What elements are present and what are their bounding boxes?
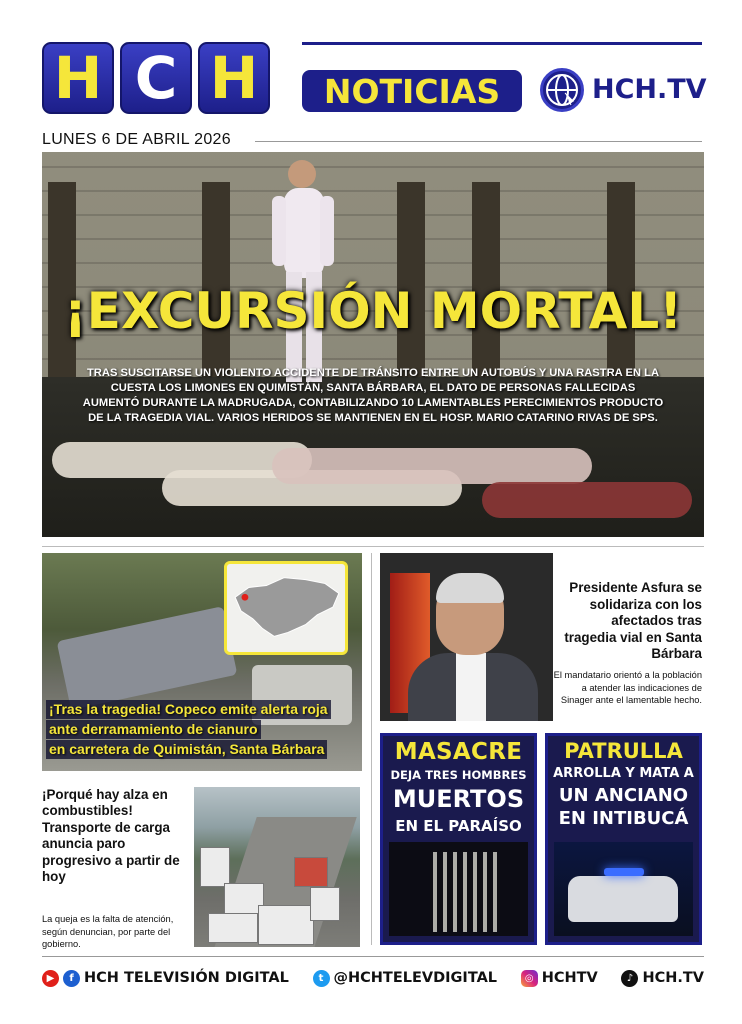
facebook-icon[interactable]: f (63, 970, 80, 987)
copeco-story[interactable] (42, 553, 362, 771)
patrulla-line-3: UN ANCIANO (558, 785, 689, 806)
asfura-headline[interactable]: Presidente Asfura se solidariza con los afectados tras tragedia vial en Santa Bárbara (564, 580, 702, 662)
globe-icon (540, 68, 584, 112)
facebook-handle[interactable]: HCH TELEVISIÓN DIGITAL (84, 970, 289, 986)
masacre-line-2: DEJA TRES HOMBRES (390, 768, 527, 782)
truck (200, 847, 230, 887)
patrulla-photo (554, 842, 693, 936)
instagram-handle[interactable]: HCHTV (541, 970, 598, 986)
masacre-line-4: EN EL PARAÍSO (395, 817, 522, 835)
section-badge: NOTICIAS (302, 70, 522, 112)
hero-body: TRAS SUSCITARSE UN VIOLENTO ACCIDENTE DE TRÁNSITO ENTRE UN AUTOBÚS Y UNA RASTRA EN LA CUESTA LOS LIMONES EN QUIMISTÁN, SANTA BÁRBARA, EL DATO DE PERSONAS FALLECIDAS AUMENTÓ DURANTE LA MADRUGADA, CONTABILIZANDO 10 LAMENTABLES PERECIMIENTOS PRODUCTO DE LA TRAGEDIA VIAL. VARIOS HERIDOS SE MANTIENEN EN EL HOSP. MARIO CATARINO RIVAS DE SPS. (82, 367, 664, 424)
hch-logo (42, 42, 270, 114)
masacre-card[interactable] (380, 733, 537, 945)
social-footer (42, 966, 704, 990)
hero-photo (42, 152, 704, 537)
footer-rule (42, 956, 704, 957)
shirt (456, 653, 486, 721)
instagram-link[interactable] (521, 970, 598, 987)
tiktok-handle[interactable]: HCH.TV (642, 970, 704, 986)
siren-light (604, 868, 644, 876)
hero-wall (42, 152, 704, 382)
tiktok-link[interactable] (621, 970, 704, 987)
honduras-map-inset (224, 561, 348, 655)
section-divider (42, 546, 704, 547)
overturned-truck (57, 606, 238, 710)
asfura-photo[interactable] (380, 553, 553, 721)
twitter-handle[interactable]: @HCHTELEVDIGITAL (333, 970, 498, 986)
hair (436, 573, 504, 603)
youtube-icon[interactable]: ▶ (42, 970, 59, 987)
twitter-link[interactable] (313, 970, 498, 987)
truck (208, 913, 258, 943)
hero-headline: ¡EXCURSIÓN MORTAL! (64, 282, 682, 340)
fuel-headline[interactable]: ¡Porqué hay alza en combustibles! Transporte de carga anuncia paro progresivo a partir de hoy (42, 787, 180, 885)
tiktok-icon[interactable]: ♪ (621, 970, 638, 987)
police-car (568, 876, 678, 922)
header-rule (302, 42, 702, 45)
logo-letter-h1: H (42, 42, 114, 114)
twitter-icon[interactable]: t (313, 970, 330, 987)
copeco-headline: ¡Tras la tragedia! Copeco emite alerta roja ante derramamiento de cianuro en carretera de Quimistán, Santa Bárbara (42, 700, 362, 760)
truck (294, 857, 328, 887)
logo-letter-h2: H (198, 42, 270, 114)
truck (258, 905, 314, 945)
column-divider (371, 553, 372, 945)
asfura-summary: El mandatario orientó a la población a atender las indicaciones de Sinager ante el lamentable hecho. (553, 670, 702, 705)
fuel-summary: La queja es la falta de atención, según denuncian, por parte del gobierno. (42, 914, 174, 949)
body-bag (482, 482, 692, 518)
logo-letter-c: C (120, 42, 192, 114)
truck (310, 887, 340, 921)
date-rule (255, 141, 702, 142)
patrulla-line-2: ARROLLA Y MATA A (553, 766, 694, 781)
patrulla-line-1: PATRULLA (564, 739, 683, 763)
site-url[interactable]: HCH.TV (592, 74, 707, 105)
gate (433, 852, 503, 932)
issue-date: LUNES 6 DE ABRIL 2026 (42, 131, 231, 148)
masacre-photo (389, 842, 528, 936)
masacre-line-3: MUERTOS (392, 785, 525, 813)
trucks-photo[interactable] (194, 787, 360, 947)
instagram-icon[interactable]: ◎ (521, 970, 538, 987)
facebook-link[interactable] (42, 970, 289, 987)
patrulla-card[interactable] (545, 733, 702, 945)
masacre-line-1: MASACRE (394, 739, 523, 765)
patrulla-line-4: EN INTIBUCÁ (558, 808, 689, 829)
body-bag (272, 448, 592, 484)
